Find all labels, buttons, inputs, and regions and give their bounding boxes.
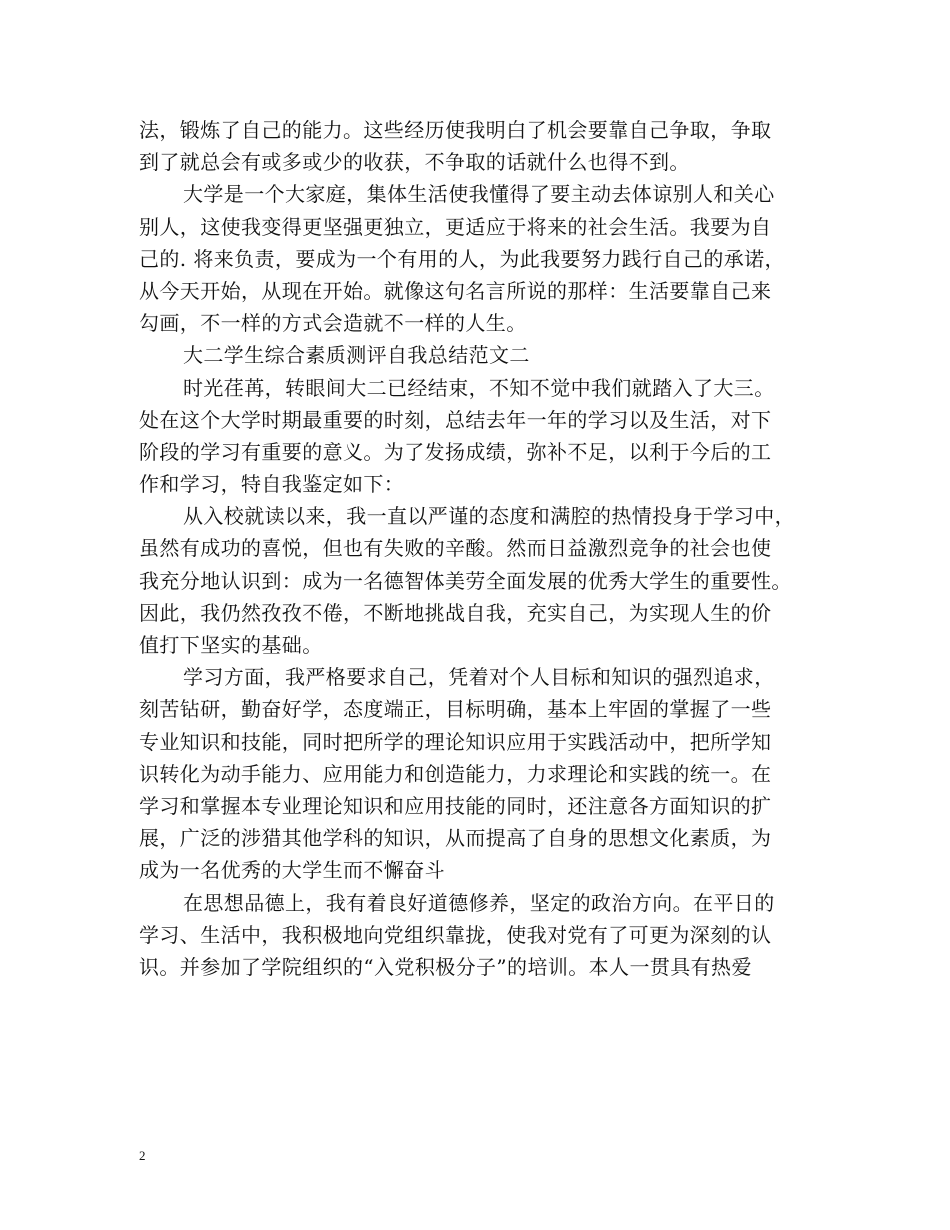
text-line: 成为一名优秀的大学生而不懈奋斗 [139,858,445,883]
text-line: 到了就总会有或多或少的收获，不争取的话就什么也得不到。 [139,150,690,175]
text-line: 勾画，不一样的方式会造就不一样的人生。 [139,311,527,336]
text-line: 时光荏苒，转眼间大二已经结束，不知不觉中我们就踏入了大三。 [183,375,775,400]
page-number: 2 [139,1148,146,1163]
text-line: 法，锻炼了自己的能力。这些经历使我明白了机会要靠自己争取，争取 [139,118,772,142]
text-line: 我充分地认识到：成为一名德智体美劳全面发展的优秀大学生的重要性。 [139,568,792,593]
text-line: 处在这个大学时期最重要的时刻，总结去年一年的学习以及生活，对下 [139,407,772,432]
text-line: 在思想品德上，我有着良好道德修养，坚定的政治方向。在平日的 [183,890,775,915]
text-line: 因此，我仍然孜孜不倦，不断地挑战自我，充实自己，为实现人生的价 [139,600,772,625]
text-line: 学习和掌握本专业理论知识和应用技能的同时，还注意各方面知识的扩 [139,793,772,818]
text-line: 展，广泛的涉猎其他学科的知识，从而提高了自身的思想文化素质，为 [139,826,772,851]
text-line: 值打下坚实的基础。 [139,633,323,657]
text-line: 大二学生综合素质测评自我总结范文二 [183,343,530,368]
text-line: 专业知识和技能，同时把所学的理论知识应用于实践活动中，把所学知 [139,729,772,754]
text-line: 识。并参加了学院组织的“入党积极分子”的培训。本人一贯具有热爱 [139,954,752,979]
text-line: 阶段的学习有重要的意义。为了发扬成绩，弥补不足，以利于今后的工 [139,439,772,464]
text-line: 从入校就读以来，我一直以严谨的态度和满腔的热情投身于学习中， [183,504,795,529]
text-line: 刻苦钻研，勤奋好学，态度端正，目标明确，基本上牢固的掌握了一些 [139,697,772,722]
text-line: 学习方面，我严格要求自己，凭着对个人目标和知识的强烈追求， [183,665,775,690]
text-line: 学习、生活中，我积极地向党组织靠拢，使我对党有了可更为深刻的认 [139,922,772,947]
text-line: 作和学习，特自我鉴定如下： [139,472,405,497]
text-line: 虽然有成功的喜悦，但也有失败的辛酸。然而日益激烈竞争的社会也使 [139,536,772,561]
text-line: 己的. 将来负责，要成为一个有用的人，为此我要努力践行自己的承诺， [139,246,785,271]
body-text [139,114,811,983]
text-line: 大学是一个大家庭，集体生活使我懂得了要主动去体谅别人和关心 [183,182,775,207]
text-line: 识转化为动手能力、应用能力和创造能力，力求理论和实践的统一。在 [139,761,772,786]
text-line: 从今天开始，从现在开始。就像这句名言所说的那样：生活要靠自己来 [139,278,772,303]
text-line: 别人，这使我变得更坚强更独立，更适应于将来的社会生活。我要为自 [139,214,772,239]
